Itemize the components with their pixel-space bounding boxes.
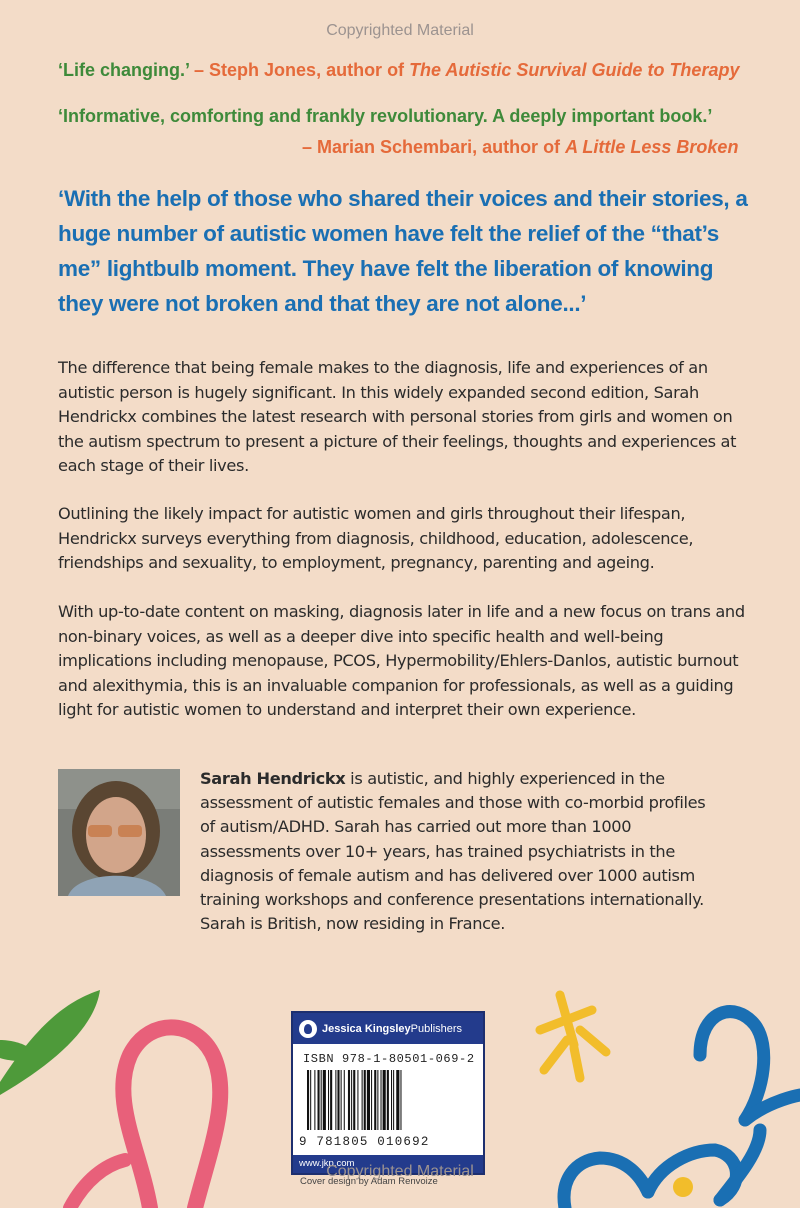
author-photo — [58, 769, 180, 896]
author-bio — [200, 767, 720, 936]
publisher-url: www.jkp.com — [293, 1155, 483, 1173]
publisher-logo-icon — [299, 1020, 317, 1038]
barcode-number: 9 781805 010692 — [299, 1135, 430, 1149]
review-quote-1 — [58, 60, 739, 81]
watermark-top: Copyrighted Material — [326, 22, 474, 39]
barcode-graphic — [307, 1070, 467, 1130]
author-name: Sarah Hendrickx — [200, 769, 346, 788]
isbn-text: ISBN 978-1-80501-069-2 — [303, 1052, 475, 1066]
description-paragraph-3: With up-to-date content on masking, diagnosis later in life and a new focus on trans and non-binary voices, as well as a deeper dive into specific health and well-being implications including menopause, PCOS, Hypermobility/Ehlers-Danlos, autistic burnout and alexithymia, this is an invaluable companion for professionals, as well as a guiding light for autistic women to understand and interpret their own experience. — [58, 602, 745, 719]
review-quote-2 — [58, 106, 758, 157]
review-quote-1-attribution: – Steph Jones, author of The Autistic Survival Guide to Therapy — [194, 60, 740, 80]
review-quote-2-attribution: – Marian Schembari, author of A Little Less Broken — [302, 137, 739, 157]
leaf-shape — [0, 990, 100, 1095]
publisher-name: Jessica Kingsley — [322, 1022, 411, 1035]
cover-credit: Cover design by Adam Renvoize — [300, 1176, 438, 1187]
review-quote-1-text: ‘Life changing.’ — [58, 60, 190, 80]
author-bio-text: is autistic, and highly experienced in the assessment of autistic females and those with co-morbid profiles of autism/ADHD. Sarah has carried out more than 1000 assessments over 10+ years, has trained psychiatrists in the diagnosis of female autism and has delivered over 1000 autism training workshops and conference presentations internationally. Sarah is British, now residing in France. — [200, 769, 706, 934]
publisher-suffix: Publishers — [410, 1022, 463, 1035]
watermark-bottom: Copyrighted Material — [326, 1163, 474, 1180]
description-paragraph-1: The difference that being female makes to the diagnosis, life and experiences of an autistic person is hugely significant. In this widely expanded second edition, Sarah Hendrickx combines the latest research with personal stories from girls and women on the autism spectrum to present a picture of their feelings, thoughts and experiences at each stage of their lives. — [58, 358, 737, 475]
review-quote-2-text: ‘Informative, comforting and frankly revolutionary. A deeply important book.’ — [58, 106, 713, 126]
publisher-bar — [293, 1013, 483, 1044]
description-paragraph-2: Outlining the likely impact for autistic women and girls throughout their lifespan, Hendrickx surveys everything from diagnosis, childhood, education, adolescence, friendships and sexuality, to employment, pregnancy, parenting and ageing. — [58, 504, 694, 572]
barcode-panel — [291, 1011, 485, 1175]
feature-quote: ‘With the help of those who shared their voices and their stories, a huge number of autistic women have felt the relief of the “that’s me” lightbulb moment. They have felt the liberation of knowing they were not broken and that they are not alone...’ — [58, 186, 748, 316]
yellow-star-shape — [540, 995, 606, 1078]
